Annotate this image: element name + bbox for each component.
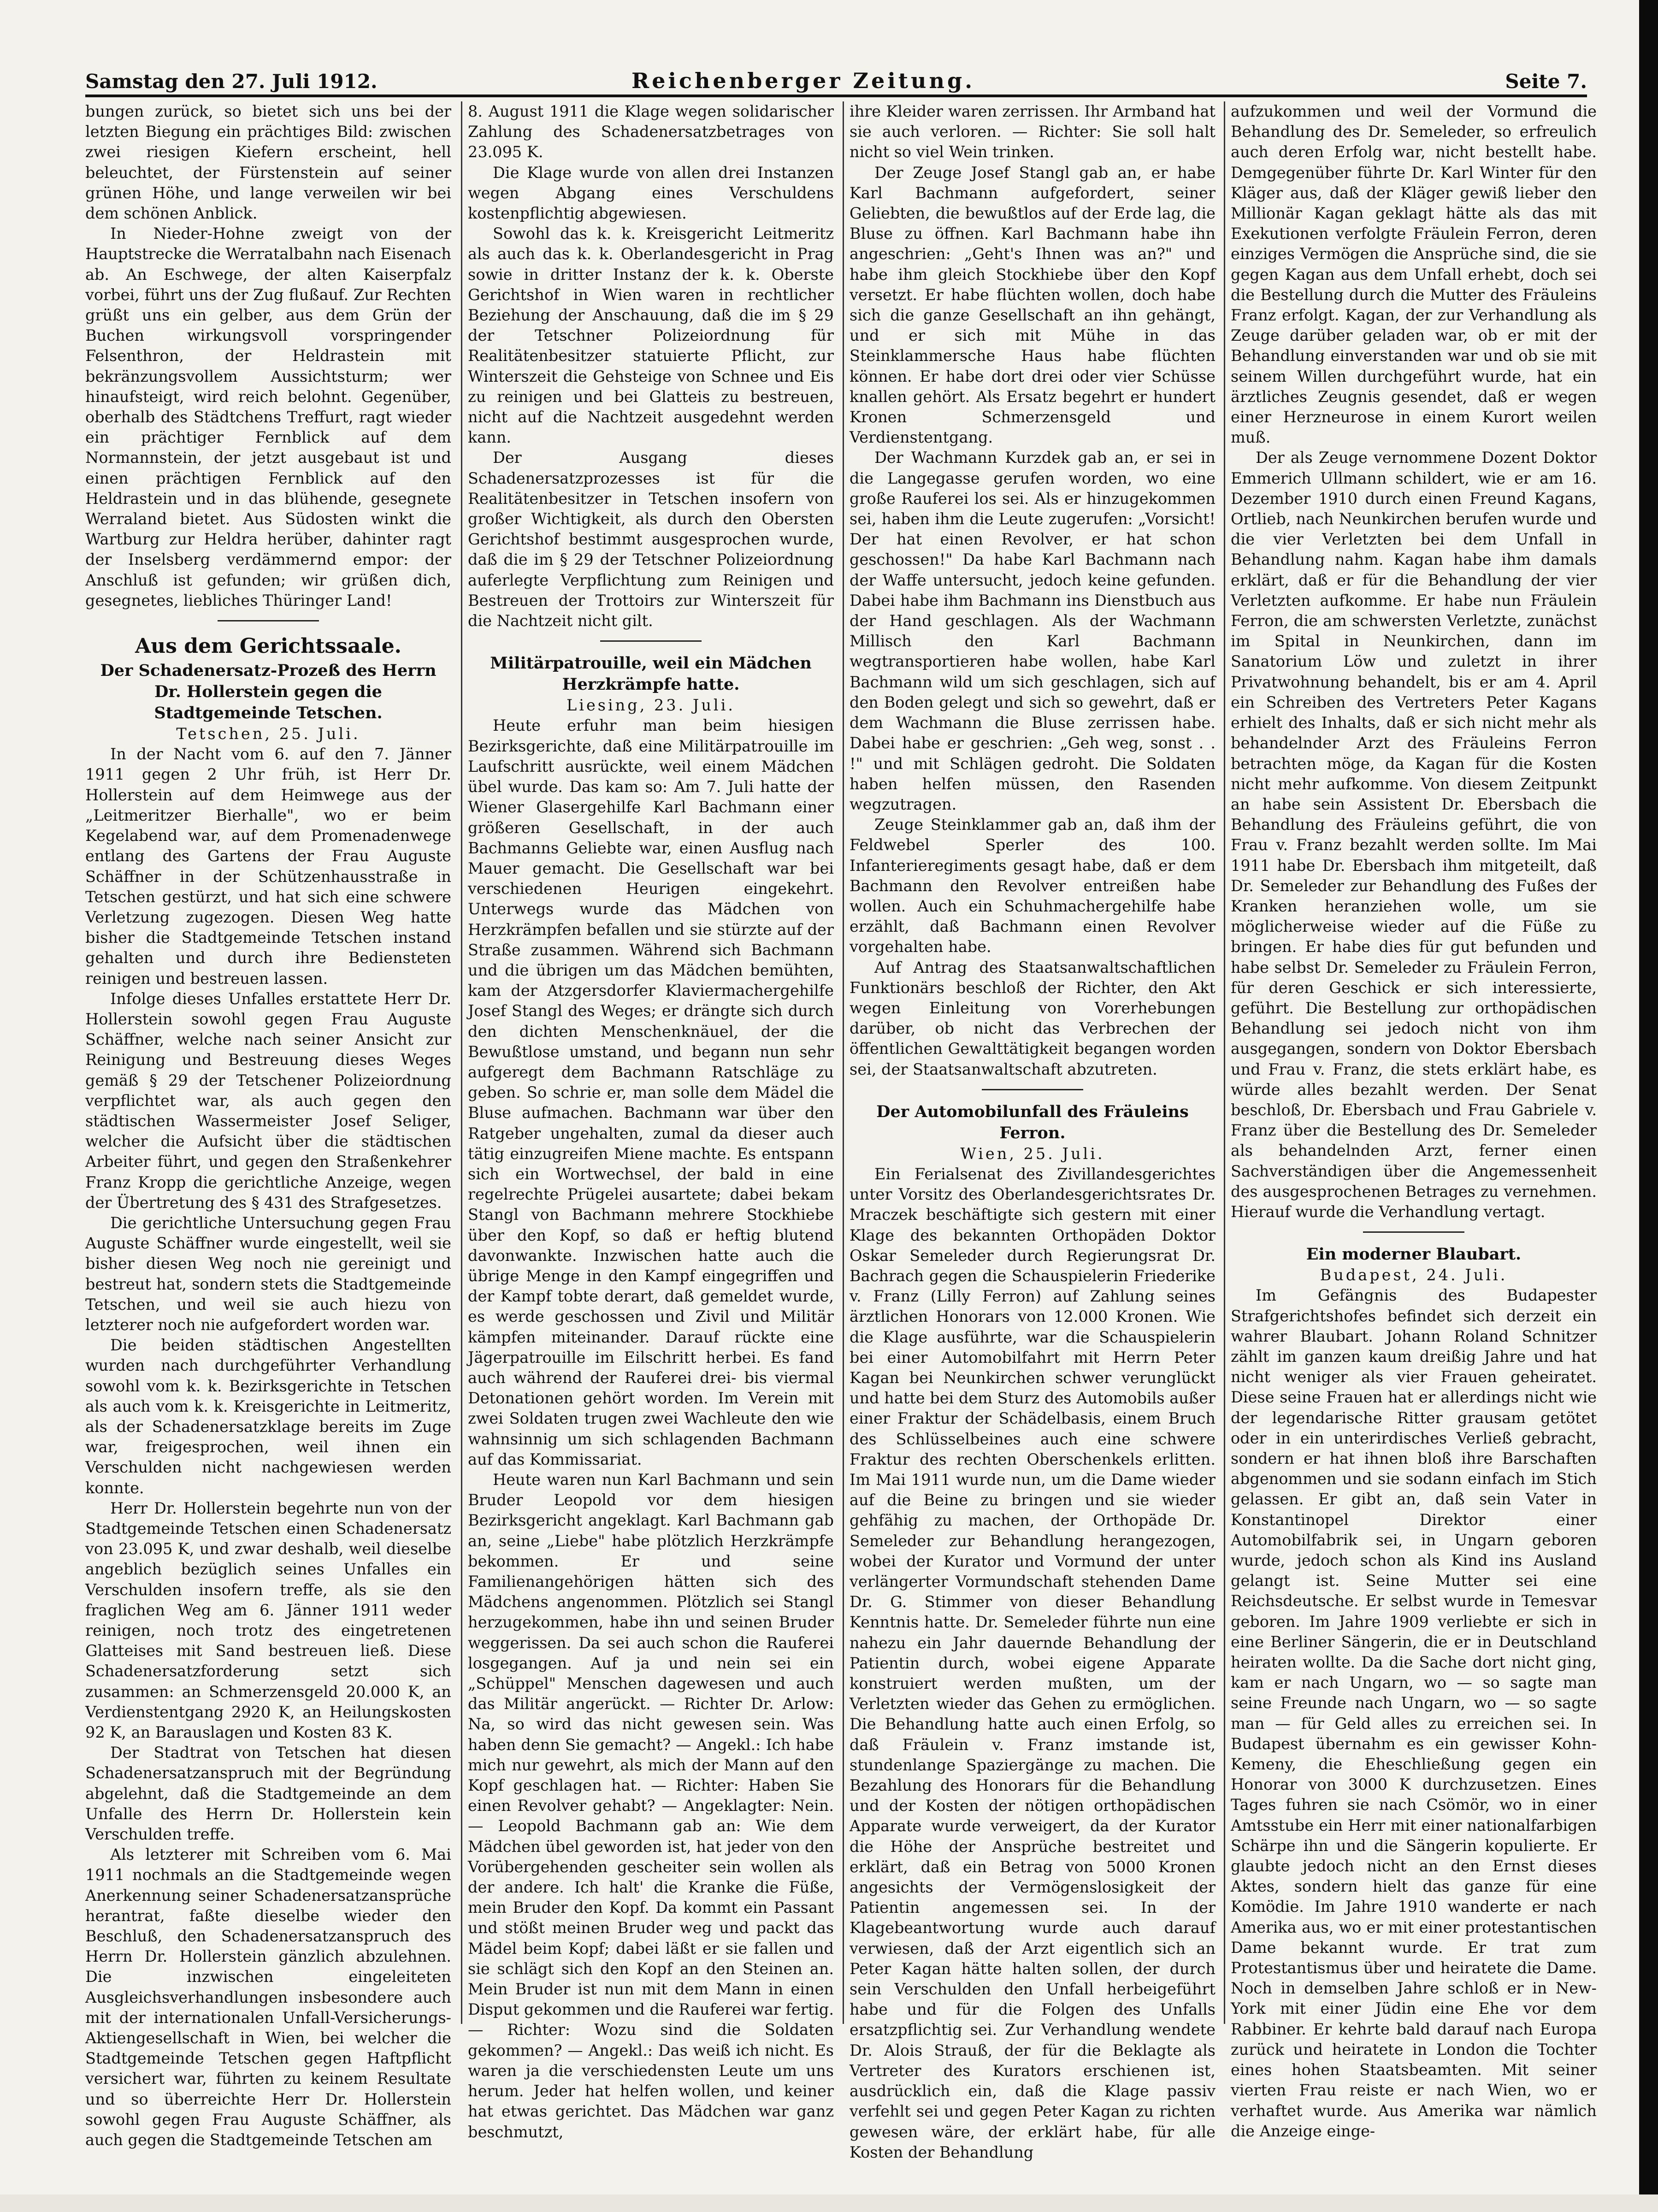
article-title: Militärpatrouille, weil ein Mädchen Herzkrämpfe hatte. — [490, 654, 812, 694]
article-title: Der Automobilunfall des Fräuleins Ferron. — [876, 1102, 1189, 1142]
article-title: Der Schadenersatz-Prozeß des Herrn Dr. Hollerstein gegen die Stadtgemeinde Tetschen. — [100, 661, 437, 723]
paragraph: Die gerichtliche Untersuchung gegen Frau Auguste Schäffner wurde eingestellt, weil sie bisher diesen Weg noch nie gereinigt und bestreut hat, sondern stets die Stadtgemeinde Tetschen, und weil sie auch hiezu von letzterer noch nie aufgefordert worden war. — [85, 1213, 451, 1334]
paragraph: Ein Ferialsenat des Zivillandesgerichtes unter Vorsitz des Oberlandesgerichtsrates Dr. Mraczek beschäftigte sich gestern mit einer Klage des bekannten Orthopäden Doktor Oskar Semeleder durch Regierungsrat Dr. Bachrach gegen die Schauspielerin Friederike v. Franz (Lilly Ferron) auf Zahlung seines ärztlichen Honorars von 12.000 Kronen. Wie die Klage ausführte, war die Schauspielerin bei einer Automobilfahrt mit Herrn Peter Kagan bei Neunkirchen schwer verunglückt und hatte bei dem Sturz des Automobils außer einer Fraktur der Schädelbasis, einem Bruch des Schlüsselbeines auch eine schwere Fraktur des rechten Oberschenkels erlitten. Im Mai 1911 wurde nun, um die Dame wieder auf die Beine zu bringen und sie wieder gehfähig zu machen, der Orthopäde Dr. Semeleder zur Behandlung herangezogen, wobei der Kurator und Vormund der unter verlängerter Vormundschaft stehenden Dame Dr. G. Stimmer von dieser Behandlung Kenntnis hatte. Dr. Semeleder führte nun eine nahezu ein Jahr dauernde Behandlung der Patientin durch, wobei eigene Apparate konstruiert werden mußten, um der Verletzten wieder das Gehen zu ermöglichen. Die Behandlung hatte auch einen Erfolg, so daß Fräulein v. Franz imstande ist, stundenlange Spaziergänge zu machen. Die Bezahlung des Honorars für die Behandlung und der Kosten der nötigen orthopädischen Apparate wurde verweigert, da der Kurator die Höhe der Ansprüche bestreitet und erklärt, daß ein Betrag von 5000 Kronen angesichts der Vermögenslosigkeit der Patientin angemessen sei. In der Klagebeantwortung wurde auch darauf verwiesen, daß der Arzt eigentlich sich an Peter Kagan hätte halten sollen, der durch sein Verschulden den Unfall herbeigeführt habe und für die Folgen des Unfalls ersatzpflichtig sei. Zur Verhandlung wendete Dr. Alois Strauß, der für die Beklagte als Vertreter des Kurators erschienen ist, ausdrücklich ein, daß die Klage passiv verfehlt sei und gegen Peter Kagan zu richten gewesen wäre, der erklärt habe, für alle Kosten der Behandlung — [850, 1165, 1215, 2161]
paragraph: bungen zurück, so bietet sich uns bei der letzten Biegung ein prächtiges Bild: zwischen zwei riesigen Kiefern erscheint, hell beleuchtet, der Fürstenstein auf seiner grünen Höhe, und lange verweilen wir bei dem schönen Anblick. — [85, 102, 451, 223]
page-number: Seite 7. — [1505, 70, 1587, 93]
paragraph: Die Klage wurde von allen drei Instanzen wegen Abgang eines Verschuldens kostenpflichtig abgewiesen. — [468, 163, 834, 223]
paragraph: Heute waren nun Karl Bachmann und sein Bruder Leopold vor dem hiesigen Bezirksgericht angeklagt. Karl Bachmann gab an, seine „Liebe" habe plötzlich Herzkrämpfe bekommen. Er und seine Familienangehörigen hätten sich des Mädchens angenommen. Plötzlich sei Stangl herzugekommen, habe ihn und seinen Bruder weggerissen. Da sei auch schon die Rauferei losgegangen. Auf ja und nein sei ein „Schüppel" Menschen dagewesen und auch das Militär angerückt. — Richter Dr. Arlow: Na, so wird das nicht gewesen sein. Was haben denn Sie gemacht? — Angekl.: Ich habe mich nur gewehrt, als mich der Mann auf den Kopf geschlagen hat. — Richter: Haben Sie einen Revolver gehabt? — Angeklagter: Nein. — Leopold Bachmann gab an: Wie dem Mädchen übel geworden ist, hat jeder von den Vorübergehenden gescheiter sein wollen als der andere. Ich halt' die Kranke die Füße, mein Bruder den Kopf. Da kommt ein Passant und stößt meinen Bruder weg und packt das Mädel beim Kopf; dabei läßt er sie fallen und sie schlägt sich den Kopf an den Steinen an. Mein Bruder ist nun mit dem Mann in einen Disput gekommen und die Rauferei war fertig. — Richter: Wozu sind die Soldaten gekommen? — Angekl.: Das weiß ich nicht. Es waren ja die verschiedensten Leute um uns herum. Jeder hat helfen wollen, und keiner hat etwas gerichtet. Das Mädchen war ganz beschmutzt, — [468, 1471, 834, 2141]
header-rule — [85, 95, 1587, 97]
section-title: Aus dem Gerichtssaale. — [135, 634, 401, 658]
masthead: Reichenberger Zeitung. — [631, 68, 975, 93]
paragraph: In der Nacht vom 6. auf den 7. Jänner 1911 gegen 2 Uhr früh, ist Herr Dr. Hollerstein auf dem Heimwege aus der „Leitmeritzer Bierhalle", wo er beim Kegelabend war, auf dem Promenadenwege entlang des Gartens der Frau Auguste Schäffner in der Schützenhausstraße in Tetschen gestürzt, und hat sich eine schwere Verletzung zugezogen. Diesen Weg hatte bisher die Stadtgemeinde Tetschen instand gehalten und durch ihre Bediensteten reinigen und bestreuen lassen. — [85, 745, 451, 988]
paragraph: Herr Dr. Hollerstein begehrte nun von der Stadtgemeinde Tetschen einen Schadenersatz von 23.095 K, und zwar deshalb, weil dieselbe angeblich bezüglich seines Unfalles ein Verschulden insofern treffe, als sie den fraglichen Weg am 6. Jänner 1911 weder reinigen, noch trotz des eingetretenen Glatteises mit Sand bestreuen ließ. Diese Schadenersatzforderung setzt sich zusammen: an Schmerzensgeld 20.000 K, an Verdienstentgang 2920 K, an Heilungskosten 92 K, an Barauslagen und Kosten 83 K. — [85, 1499, 451, 1742]
paragraph: Sowohl das k. k. Kreisgericht Leitmeritz als auch das k. k. Oberlandesgericht in Prag sowie in dritter Instanz der k. k. Oberste Gerichtshof in Wien waren in rechtlicher Beziehung der Anschauung, daß die im § 29 der Tetschner Polizeiordnung für Realitätenbesitzer statuierte Pflicht, zur Winterszeit die Gehsteige von Schnee und Eis zu reinigen und bei Glatteis zu bestreuen, nicht auf die Nachtzeit ausgedehnt werden kann. — [468, 225, 834, 447]
paragraph: Auf Antrag des Staatsanwaltschaftlichen Funktionärs beschloß der Richter, den Akt wegen Einleitung von Vorerhebungen darüber, ob nicht das Verbrechen der öffentlichen Gewalttätigkeit begangen worden sei, der Staatsanwaltschaft abzutreten. — [850, 958, 1215, 1078]
column-divider — [1224, 101, 1225, 2024]
dateline: Liesing, 23. Juli. — [566, 696, 735, 715]
issue-date: Samstag den 27. Juli 1912. — [85, 70, 378, 93]
paragraph: 8. August 1911 die Klage wegen solidarischer Zahlung des Schadenersatzbetrages von 23.095 K. — [468, 102, 834, 161]
article-title: Ein moderner Blaubart. — [1306, 1245, 1522, 1264]
paragraph: Der als Zeuge vernommene Dozent Doktor Emmerich Ullmann schildert, wie er am 16. Dezember 1910 durch einen Freund Kagans, Ortlieb, nach Neunkirchen berufen wurde und die vier Verletzten bei dem Unfall in Behandlung nahm. Kagan habe ihm damals erklärt, daß er für die Behandlung der vier Verletzten aufkomme. Er habe nun Fräulein Ferron, die am schwersten Verletzte, zunächst im Spital in Neunkirchen, dann im Sanatorium Löw und zuletzt in ihrer Privatwohnung behandelt, bis er am 4. April ein Schreiben des Vertreters Peter Kagans erhielt des Inhalts, daß er sich nicht mehr als behandelnder Arzt des Fräuleins Ferron betrachten möge, da Kagan für die Kosten nicht mehr aufkomme. Von diesem Zeitpunkt an habe sein Assistent Dr. Ebersbach die Behandlung des Fräuleins geführt, die von Frau v. Franz bezahlt werden sollte. Im Mai 1911 habe Dr. Ebersbach ihm mitgeteilt, daß Dr. Semeleder zur Behandlung des Fußes der Kranken heranziehen wolle, um sie möglicherweise wieder auf die Füße zu bringen. Er habe dies für gut befunden und habe selbst Dr. Semeleder zu Fräulein Ferron, für deren Geschick er sich interessierte, geführt. Die Bestellung zur orthopädischen Behandlung sei jedoch nicht von ihm ausgegangen, sondern von Doktor Ebersbach und Frau v. Franz, die stets erklärt habe, es würde alles bezahlt werden. Der Senat beschloß, Dr. Ebersbach und Frau Gabriele v. Franz über die Bestellung des Dr. Semeleder als behandelnden Arzt, ferner einen Sachverständigen über die Angemessenheit des ausgesprochenen Betrages zu vernehmen. Hierauf wurde die Verhandlung vertagt. — [1231, 449, 1597, 1221]
column-divider — [843, 101, 844, 2024]
paragraph: Die beiden städtischen Angestellten wurden nach durchgeführter Verhandlung sowohl vom k. k. Bezirksgerichte in Tetschen als auch vom k. k. Kreisgerichte in Leitmeritz, als der Schadenersatzklage bereits im Zuge war, freigesprochen, weil ihnen ein Verschulden nicht nachgewiesen werden konnte. — [85, 1336, 451, 1497]
paragraph: Der Zeuge Josef Stangl gab an, er habe Karl Bachmann aufgefordert, seiner Geliebten, die bewußtlos auf der Erde lag, die Bluse zu öffnen. Karl Bachmann habe ihn angeschrien: „Geht's Ihnen was an?" und habe ihm gleich Stockhiebe über den Kopf versetzt. Er habe flüchten wollen, doch habe sich die ganze Gesellschaft an ihn gehängt, und er sich mit Mühe in das Steinklammersche Haus habe flüchten können. Er habe dort drei oder vier Schüsse knallen gehört. Als Ersatz begehrt er hundert Kronen Schmerzensgeld und Verdienstentgang. — [850, 163, 1215, 447]
dateline: Wien, 25. Juli. — [960, 1144, 1105, 1163]
paragraph: In Nieder-Hohne zweigt von der Hauptstrecke die Werratalbahn nach Eisenach ab. An Eschwege, der alten Kaiserpfalz vorbei, führt uns der Zug flußauf. Zur Rechten grüßt uns ein gelber, aus dem Grün der Buchen wirkungsvoll vorspringender Felsenthron, der Heldrastein mit bekränzungsvollem Aussichtsturm; wer hinaufsteigt, wird reich belohnt. Gegenüber, oberhalb des Städtchens Treffurt, ragt wieder ein prächtiger Fernblick auf dem Normannstein, der jetzt ausgebaut ist und einen prächtigen Fernblick auf den Heldrastein und in das blühende, gesegnete Werraland bietet. Aus Südosten winkt die Wartburg zur Heldra herüber, dahinter ragt der Inselsberg verdämmernd empor: der Anschluß ist gefunden; wir grüßen dich, gesegnetes, liebliches Thüringer Land! — [85, 225, 451, 609]
column-4 — [1231, 101, 1597, 2140]
dateline: Tetschen, 25. Juli. — [176, 725, 360, 743]
dateline: Budapest, 24. Juli. — [1320, 1266, 1508, 1284]
section-rule — [600, 640, 702, 642]
paragraph: Der Stadtrat von Tetschen hat diesen Schadenersatzanspruch mit der Begründung abgelehnt, daß die Stadtgemeinde an dem Unfalle des Herrn Dr. Hollerstein kein Verschulden treffe. — [85, 1744, 451, 1844]
column-2 — [468, 101, 834, 2141]
scan-edge-bottom — [0, 2194, 1658, 2212]
paragraph: Zeuge Steinklammer gab an, daß ihm der Feldwebel Sperler des 100. Infanterieregiments gesagt habe, daß er dem Bachmann den Revolver entreißen habe wollen. Auch ein Schuhmachergehilfe habe erzählt, daß Bachmann einen Revolver vorgehalten habe. — [850, 816, 1215, 956]
paragraph: Infolge dieses Unfalles erstattete Herr Dr. Hollerstein sowohl gegen Frau Auguste Schäffner, welche nach seiner Ansicht zur Reinigung und Bestreuung dieses Weges gemäß § 29 der Tetschener Polizeiordnung verpflichtet war, als auch gegen den städtischen Wassermeister Josef Seliger, welcher die Aufsicht über die städtischen Arbeiter führt, und gegen den Straßenkehrer Franz Kropp die gerichtliche Anzeige, wegen der Übertretung des § 431 des Strafgesetzes. — [85, 989, 451, 1212]
paragraph: Heute erfuhr man beim hiesigen Bezirksgerichte, daß eine Militärpatrouille im Laufschritt ausrückte, weil einem Mädchen übel wurde. Das kam so: Am 7. Juli hatte der Wiener Glasergehilfe Karl Bachmann einer größeren Gesellschaft, in der auch Bachmanns Geliebte war, einen Ausflug nach Mauer gemacht. Die Gesellschaft war bei verschiedenen Heurigen eingekehrt. Unterwegs wurde das Mädchen von Herzkrämpfen befallen und sie stürzte auf der Straße zusammen. Während sich Bachmann und die übrigen um das Mädchen bemühten, kam der Atzgersdorfer Klaviermachergehilfe Josef Stangl des Weges; er drängte sich durch den dichten Menschenknäuel, der die Bewußtlose umstand, und begann nun sehr aufgeregt dem Bachmann Ratschläge zu geben. So schrie er, man solle dem Mädel die Bluse aufmachen. Bachmann war über den Ratgeber ungehalten, zumal da dieser auch tätig einzugreifen Miene machte. Es entspann sich ein Wortwechsel, der bald in eine regelrechte Prügelei ausartete; dabei bekam Stangl von Bachmann mehrere Stockhiebe über den Kopf, so daß er heftig blutend davonwankte. Inzwischen hatte auch die übrige Menge in den Kampf eingegriffen und der Kampf tobte derart, daß gemeldet wurde, es werde geschossen und Zivil und Militär kämpfen miteinander. Darauf rückte eine Jägerpatrouille im Eilschritt herbei. Es fand auch während der Rauferei drei- bis viermal Detonationen gehört worden. Im Verein mit zwei Soldaten trugen zwei Wachleute den wie wahnsinnig um sich schlagenden Bachmann auf das Kommissariat. — [468, 716, 834, 1468]
column-3 — [850, 101, 1215, 2161]
paragraph: aufzukommen und weil der Vormund die Behandlung des Dr. Semeleder, so erfreulich auch deren Erfolg war, nicht bestellt habe. Demgegenüber führte Dr. Karl Winter für den Kläger aus, daß der Kläger gewiß lieber den Millionär Kagan geklagt hätte als das mit Exekutionen verfolgte Fräulein Ferron, deren einziges Vermögen die Ansprüche sind, die sie gegen Kagan aus dem Unfall erhebt, doch sei die Bestellung durch die Mutter des Fräuleins Franz erfolgt. Kagan, der zur Verhandlung als Zeuge darüber geladen war, ob er mit der Behandlung einverstanden war und ob sie mit seinem Willen durchgeführt wurde, hat ein ärztliches Zeugnis gesendet, daß er wegen einer Herzneurose in einem Kurort weilen muß. — [1231, 102, 1597, 447]
scan-edge-right — [1639, 0, 1658, 2212]
section-rule — [218, 620, 319, 621]
page-header — [85, 65, 1587, 97]
section-rule — [1363, 1231, 1464, 1233]
paragraph: Der Wachmann Kurzdek gab an, er sei in die Langegasse gerufen worden, wo eine große Rauferei los sei. Als er hinzugekommen sei, haben ihm die Leute zugerufen: „Vorsicht! Der hat einen Revolver, er hat schon geschossen!" Da habe Karl Bachmann nach der Waffe untersucht, jedoch keine gefunden. Dabei habe ihm Bachmann ins Dienstbuch aus der Hand geschlagen. Als der Wachmann Millisch den Karl Bachmann wegtransportieren habe wollen, habe Karl Bachmann wild um sich geschlagen, sich auf den Boden gelegt und sich so gewehrt, daß er dem Wachmann die Bluse zerrissen habe. Dabei habe er geschrien: „Geh weg, sonst . . !" und mit Schlägen gedroht. Die Soldaten haben helfen müssen, den Rasenden wegzutragen. — [850, 449, 1215, 813]
paragraph: Der Ausgang dieses Schadenersatzprozesses ist für die Realitätenbesitzer in Tetschen insofern von großer Wichtigkeit, als durch den Obersten Gerichtshof bestimmt ausgesprochen wurde, daß die im § 29 der Tetschner Polizeiordnung auferlegte Verpflichtung zum Reinigen und Bestreuen der Trottoirs zur Winterszeit für die Nachtzeit nicht gilt. — [468, 449, 834, 630]
paragraph: ihre Kleider waren zerrissen. Ihr Armband hat sie auch verloren. — Richter: Sie soll halt nicht so viel Wein trinken. — [850, 102, 1215, 161]
column-1 — [85, 101, 451, 2149]
paragraph: Als letzterer mit Schreiben vom 6. Mai 1911 nochmals an die Stadtgemeinde wegen Anerkennung seiner Schadenersatzansprüche herantrat, faßte dieselbe wieder den Beschluß, den Schadenersatzanspruch des Herrn Dr. Hollerstein gänzlich abzulehnen. Die inzwischen eingeleiteten Ausgleichsverhandlungen insbesondere auch mit der internationalen Unfall-Versicherungs-Aktiengesellschaft in Wien, bei welcher die Stadtgemeinde Tetschen gegen Haftpflicht versichert war, führten zu keinem Resultate und so überreichte Herr Dr. Hollerstein sowohl gegen Frau Auguste Schäffner, als auch gegen die Stadtgemeinde Tetschen am — [85, 1845, 451, 2149]
column-divider — [461, 101, 462, 2024]
paragraph: Im Gefängnis des Budapester Strafgerichtshofes befindet sich derzeit ein wahrer Blaubart. Johann Roland Schnitzer zählt im ganzen kaum dreißig Jahre und hat nicht weniger als vier Frauen geheiratet. Diese seine Frauen hat er allerdings nicht wie der legendarische Ritter grausam getötet oder in ein unterirdisches Verließ gebracht, sondern er hat ihnen bloß ihre Barschaften abgenommen und sie sodann einfach im Stich gelassen. Er gibt an, daß sein Vater in Konstantinopel Direktor einer Automobilfabrik sei, in Ungarn geboren wurde, jedoch schon als Kind ins Ausland gelangt ist. Seine Mutter sei eine Reichsdeutsche. Er selbst wurde in Temesvar geboren. Im Jahre 1909 verliebte er sich in eine Berliner Sängerin, die er in Deutschland heiraten wollte. Da die Sache dort nicht ging, kam er nach Ungarn, wo — so sagte man seine Freunde nach Ungarn, wo — so sagte man — für Geld alles zu erreichen sei. In Budapest übernahm es ein gewisser Kohn-Kemeny, die Eheschließung gegen ein Honorar von 3000 K durchzusetzen. Eines Tages fuhren sie nach Csömör, wo in einer Amtsstube ein Herr mit einer nationalfarbigen Schärpe ihn und die Sängerin kopulierte. Er glaubte jedoch nicht an den Ernst dieses Aktes, sondern hielt das ganze für eine Komödie. Im Jahre 1910 wanderte er nach Amerika aus, wo er mit einer protestantischen Dame bekannt wurde. Er trat zum Protestantismus über und heiratete die Dame. Noch in demselben Jahre schloß er in New-York mit einer Jüdin eine Ehe vor dem Rabbiner. Er kehrte bald darauf nach Europa zurück und heiratete in London die Tochter eines hohen Staatsbeamten. Mit seiner vierten Frau reiste er nach Wien, wo er verhaftet wurde. Aus Amerika war nämlich die Anzeige einge- — [1231, 1286, 1597, 2140]
section-rule — [982, 1089, 1083, 1090]
